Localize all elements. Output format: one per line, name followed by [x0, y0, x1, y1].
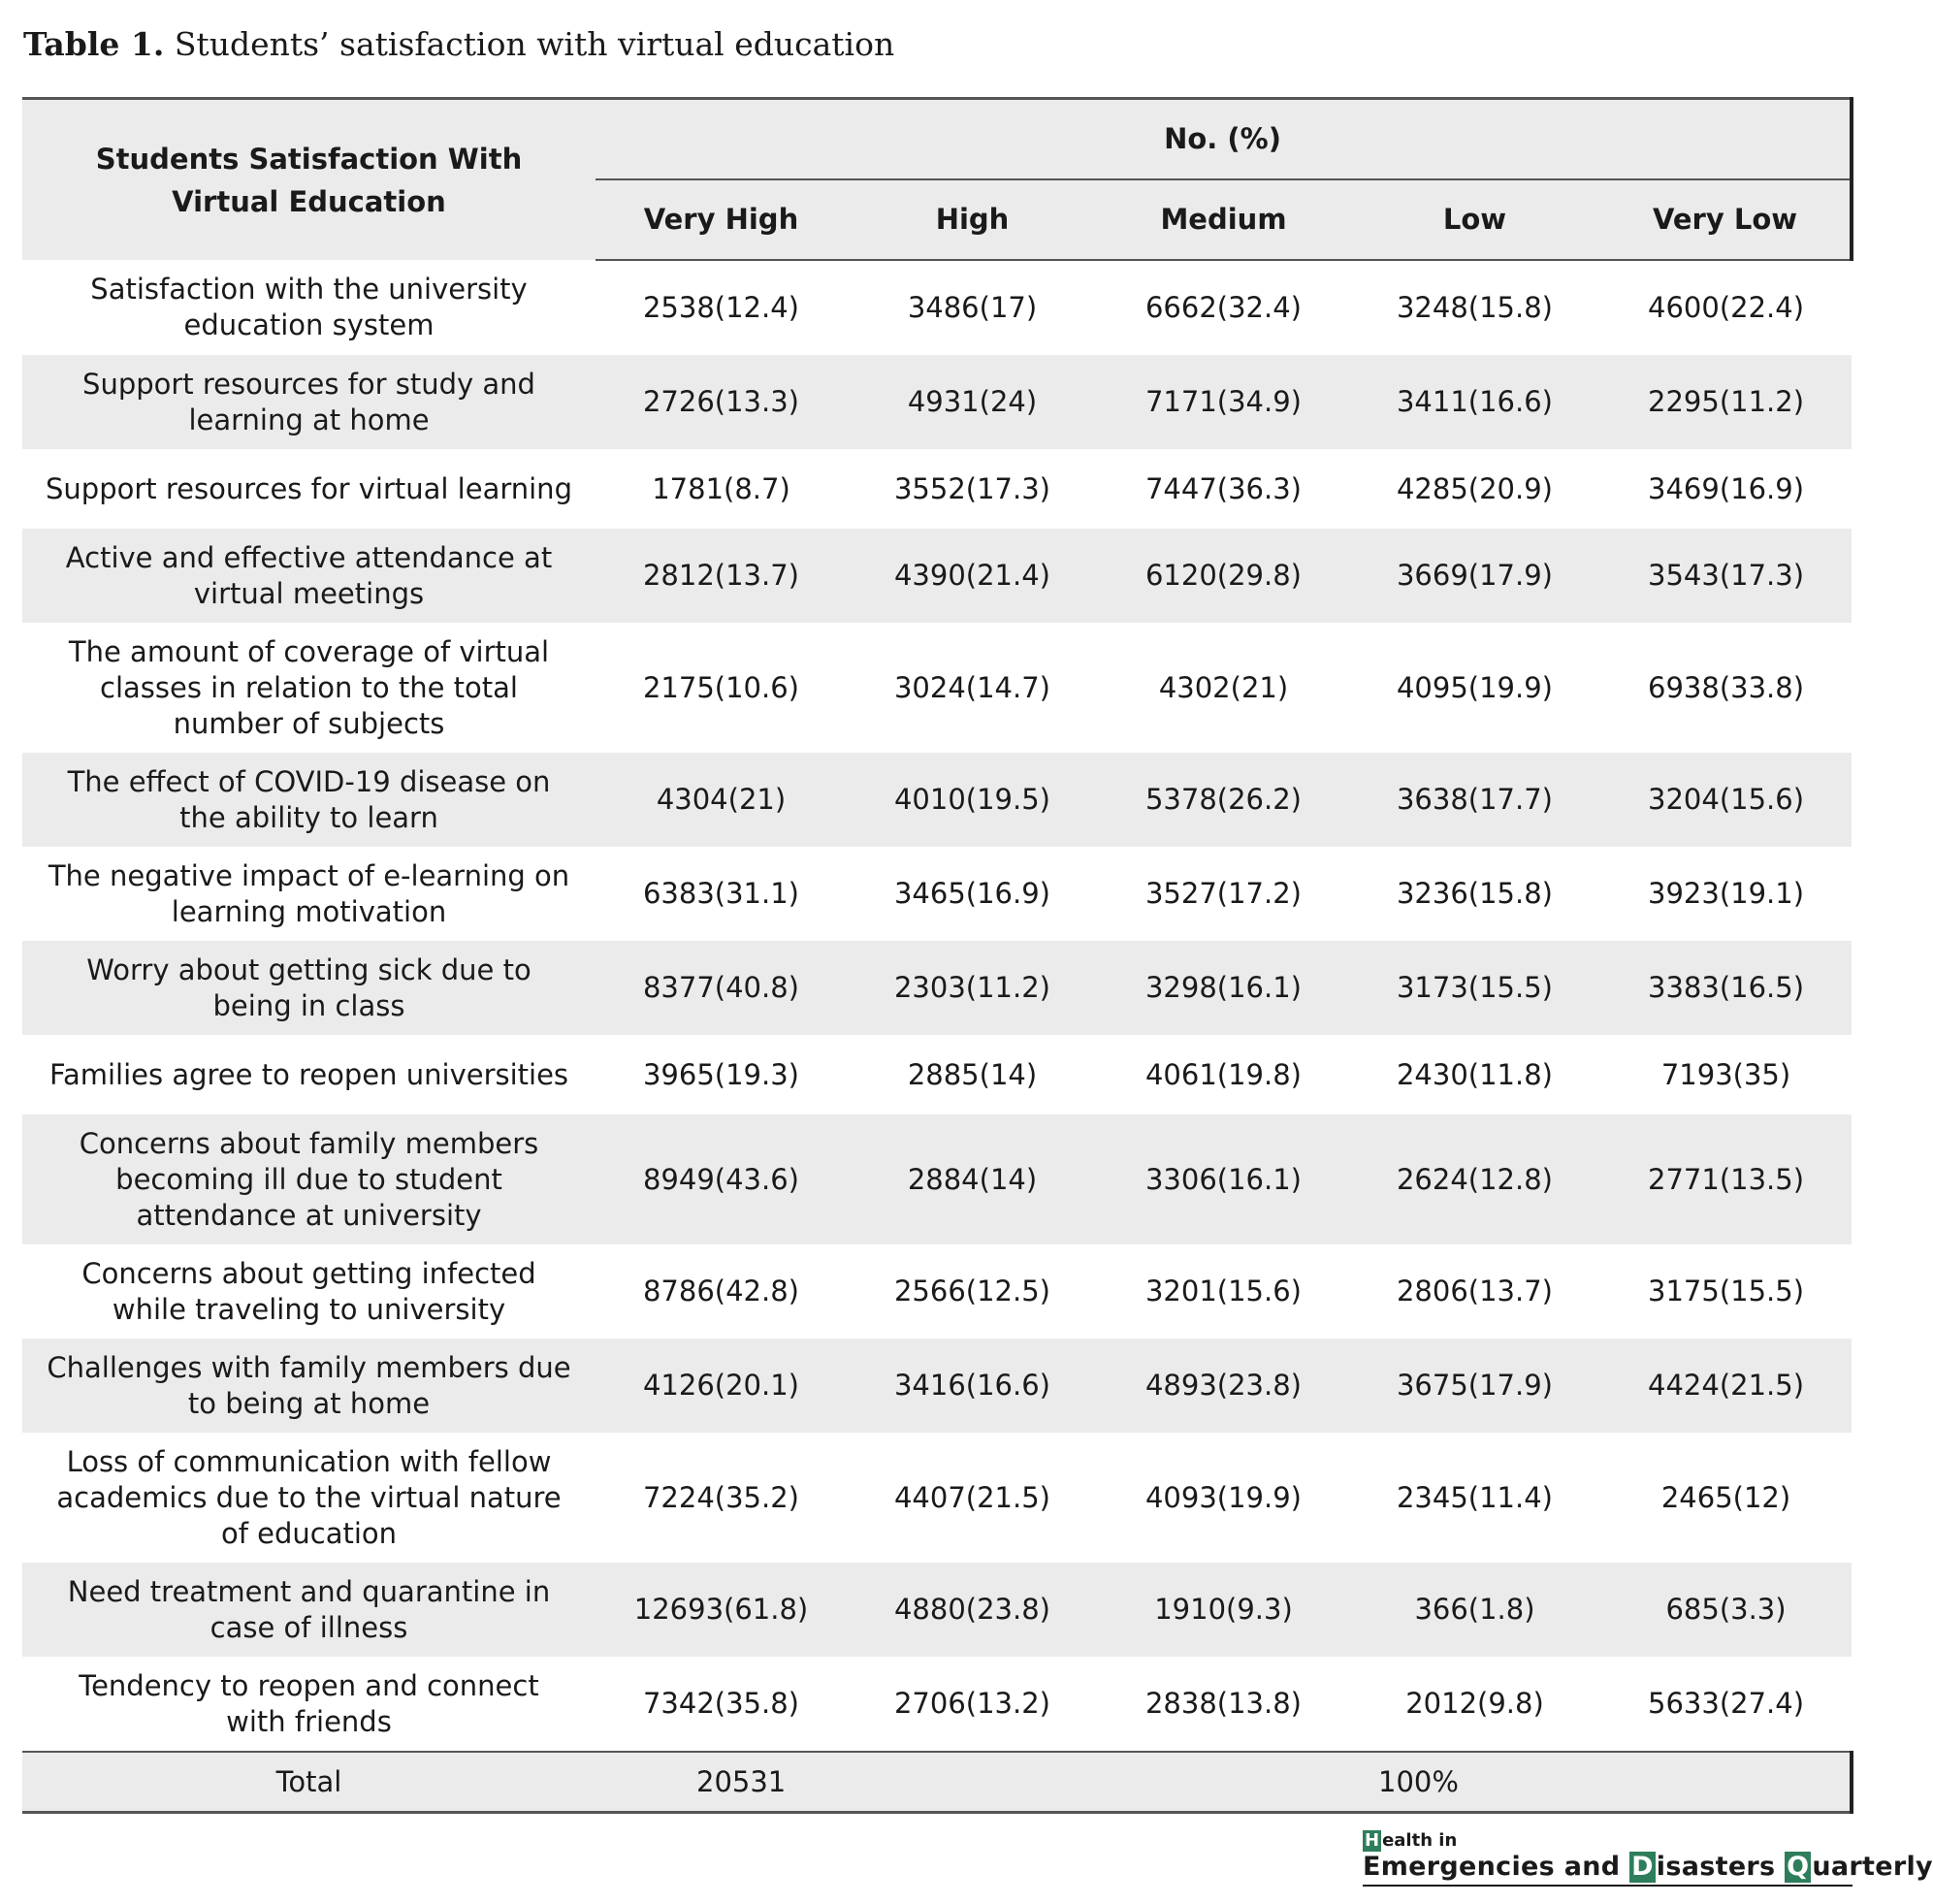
journal-logo-cap-h: H [1365, 1830, 1380, 1851]
row-value-high: 4880(23.8) [847, 1563, 1098, 1657]
row-value-medium: 4061(19.8) [1144, 1057, 1302, 1091]
row-value-very-low: 7193(35) [1660, 1057, 1791, 1091]
row-value-low: 2012(9.8) [1405, 1687, 1544, 1720]
column-header-high: High [847, 179, 1098, 260]
row-value-very-low: 3204(15.6) [1600, 753, 1852, 847]
table-row [22, 1563, 1852, 1657]
row-value-low: 3411(16.6) [1349, 355, 1600, 449]
row-label: Challenges with family members due to being at home [22, 1339, 596, 1433]
row-value-medium: 5378(26.2) [1098, 753, 1349, 847]
row-value-very-high: 12693(61.8) [596, 1563, 847, 1657]
total-count: 20531 [596, 1752, 1349, 1813]
row-label: The negative impact of e-learning on learning motivation [48, 858, 570, 928]
row-value-high: 3465(16.9) [893, 877, 1050, 910]
table-row [22, 941, 1852, 1035]
row-label: The amount of coverage of virtual classes in relation to the total number of subjects [68, 634, 550, 740]
table-row [22, 260, 1852, 355]
row-value-medium: 7447(36.3) [1144, 471, 1302, 505]
row-value-low: 4285(20.9) [1396, 471, 1553, 505]
row-value-low: 3236(15.8) [1396, 877, 1553, 910]
row-value-very-low: 4424(21.5) [1600, 1339, 1852, 1433]
table-row [22, 1657, 1852, 1752]
row-value-very-high: 2726(13.3) [596, 355, 847, 449]
row-value-low: 3248(15.8) [1396, 291, 1553, 324]
row-value-high: 4390(21.4) [847, 529, 1098, 623]
row-value-very-high: 7342(35.8) [642, 1687, 799, 1720]
row-value-medium: 4893(23.8) [1098, 1339, 1349, 1433]
stub-header: Students Satisfaction With Virtual Education [22, 99, 596, 261]
journal-logo-line1 [1363, 1830, 1933, 1852]
journal-logo-underline [1363, 1885, 1852, 1887]
table-caption [23, 21, 894, 68]
table-row [22, 1244, 1852, 1339]
row-label: Concerns about getting infected while traveling to university [81, 1256, 536, 1326]
row-label: Active and effective attendance at virtual meetings [22, 529, 596, 623]
column-header-medium: Medium [1098, 179, 1349, 260]
row-value-very-high: 2812(13.7) [596, 529, 847, 623]
table-footer [22, 1752, 1852, 1813]
row-value-medium: 1910(9.3) [1098, 1563, 1349, 1657]
row-value-very-high: 2175(10.6) [642, 670, 799, 704]
row-value-very-low: 2771(13.5) [1600, 1114, 1852, 1244]
row-label: The effect of COVID-19 disease on the ability to learn [22, 753, 596, 847]
journal-logo-cap-d: D [1631, 1852, 1654, 1882]
journal-logo [1363, 1830, 1933, 1887]
table-row [22, 753, 1852, 847]
row-value-very-high: 8786(42.8) [642, 1275, 799, 1307]
row-value-very-high: 2538(12.4) [642, 291, 799, 324]
row-label: Satisfaction with the university education system [90, 273, 528, 341]
row-value-low: 366(1.8) [1349, 1563, 1600, 1657]
row-value-medium: 3306(16.1) [1098, 1114, 1349, 1244]
group-header: No. (%) [596, 99, 1852, 180]
journal-logo-word3: uarterly [1812, 1852, 1933, 1882]
row-value-very-high: 8949(43.6) [596, 1114, 847, 1244]
journal-logo-line1-rest: ealth in [1382, 1830, 1458, 1851]
table-row [22, 847, 1852, 941]
row-value-very-low: 3469(16.9) [1648, 471, 1805, 505]
row-value-medium: 6120(29.8) [1098, 529, 1349, 623]
row-value-low: 3675(17.9) [1349, 1339, 1600, 1433]
journal-logo-line2 [1363, 1852, 1933, 1883]
row-value-high: 4931(24) [847, 355, 1098, 449]
row-value-low: 2345(11.4) [1396, 1480, 1553, 1514]
row-value-medium: 3201(15.6) [1144, 1275, 1302, 1307]
row-value-high: 2706(13.2) [893, 1687, 1050, 1720]
row-value-very-low: 5633(27.4) [1648, 1687, 1805, 1720]
row-value-high: 3552(17.3) [893, 471, 1050, 505]
row-label: Concerns about family members becoming ill due to student attendance at university [22, 1114, 596, 1244]
row-value-very-low: 6938(33.8) [1648, 670, 1805, 704]
row-value-low: 2430(11.8) [1396, 1057, 1553, 1091]
table-row [22, 1339, 1852, 1433]
row-value-low: 2806(13.7) [1396, 1275, 1553, 1307]
row-value-very-low: 2465(12) [1660, 1480, 1791, 1514]
table-row [22, 1433, 1852, 1563]
row-value-medium: 4093(19.9) [1144, 1480, 1302, 1514]
row-value-very-high: 6383(31.1) [642, 877, 799, 910]
row-value-very-high: 3965(19.3) [642, 1057, 799, 1091]
column-header-very-high: Very High [596, 179, 847, 260]
row-value-very-high: 1781(8.7) [652, 471, 790, 505]
row-value-very-low: 3383(16.5) [1600, 941, 1852, 1035]
table-caption-text: Students’ satisfaction with virtual education [174, 25, 895, 63]
table-body [22, 260, 1852, 1752]
row-value-high: 2566(12.5) [893, 1275, 1050, 1307]
row-value-high: 2884(14) [847, 1114, 1098, 1244]
row-value-very-high: 4304(21) [596, 753, 847, 847]
row-value-medium: 3298(16.1) [1098, 941, 1349, 1035]
row-value-medium: 2838(13.8) [1144, 1687, 1302, 1720]
journal-logo-word2: isasters [1656, 1852, 1786, 1882]
row-value-high: 3024(14.7) [893, 670, 1050, 704]
row-label: Worry about getting sick due to being in class [22, 941, 596, 1035]
row-label: Families agree to reopen universities [48, 1057, 569, 1091]
row-value-high: 3486(17) [907, 291, 1038, 324]
row-value-low: 2624(12.8) [1349, 1114, 1600, 1244]
total-percent: 100% [1349, 1752, 1852, 1813]
row-value-very-low: 685(3.3) [1600, 1563, 1852, 1657]
table-header [22, 99, 1852, 261]
row-value-low: 4095(19.9) [1396, 670, 1553, 704]
journal-logo-word1: Emergencies and [1363, 1852, 1630, 1882]
row-value-very-high: 4126(20.1) [596, 1339, 847, 1433]
row-value-very-high: 8377(40.8) [596, 941, 847, 1035]
row-value-medium: 3527(17.2) [1144, 877, 1302, 910]
row-label: Loss of communication with fellow academics due to the virtual nature of education [56, 1444, 562, 1550]
table-caption-label: Table 1. [23, 25, 165, 63]
table-row [22, 1035, 1852, 1114]
row-label: Support resources for virtual learning [46, 471, 572, 505]
row-label: Need treatment and quarantine in case of illness [22, 1563, 596, 1657]
row-value-medium: 7171(34.9) [1098, 355, 1349, 449]
row-label: Support resources for study and learning at home [22, 355, 596, 449]
row-value-low: 3669(17.9) [1349, 529, 1600, 623]
row-value-very-low: 3175(15.5) [1648, 1275, 1805, 1307]
total-label: Total [22, 1752, 596, 1813]
table-row [22, 355, 1852, 449]
row-value-very-low: 3923(19.1) [1648, 877, 1805, 910]
row-value-medium: 6662(32.4) [1144, 291, 1302, 324]
table-row [22, 623, 1852, 753]
row-value-low: 3173(15.5) [1349, 941, 1600, 1035]
column-header-low: Low [1349, 179, 1600, 260]
row-value-high: 4407(21.5) [893, 1480, 1050, 1514]
row-value-high: 2303(11.2) [847, 941, 1098, 1035]
column-header-very-low: Very Low [1600, 179, 1852, 260]
row-value-very-low: 4600(22.4) [1648, 291, 1805, 324]
table-row [22, 529, 1852, 623]
row-value-high: 3416(16.6) [847, 1339, 1098, 1433]
table-row [22, 1114, 1852, 1244]
row-value-very-high: 7224(35.2) [642, 1480, 799, 1514]
row-value-very-low: 3543(17.3) [1600, 529, 1852, 623]
satisfaction-table [22, 97, 1853, 1814]
row-value-medium: 4302(21) [1158, 670, 1289, 704]
row-value-very-low: 2295(11.2) [1600, 355, 1852, 449]
row-value-high: 4010(19.5) [847, 753, 1098, 847]
row-value-high: 2885(14) [907, 1057, 1038, 1091]
table-row [22, 449, 1852, 529]
journal-logo-cap-q: Q [1787, 1852, 1810, 1882]
row-value-low: 3638(17.7) [1349, 753, 1600, 847]
row-label: Tendency to reopen and connect with friends [79, 1668, 539, 1738]
